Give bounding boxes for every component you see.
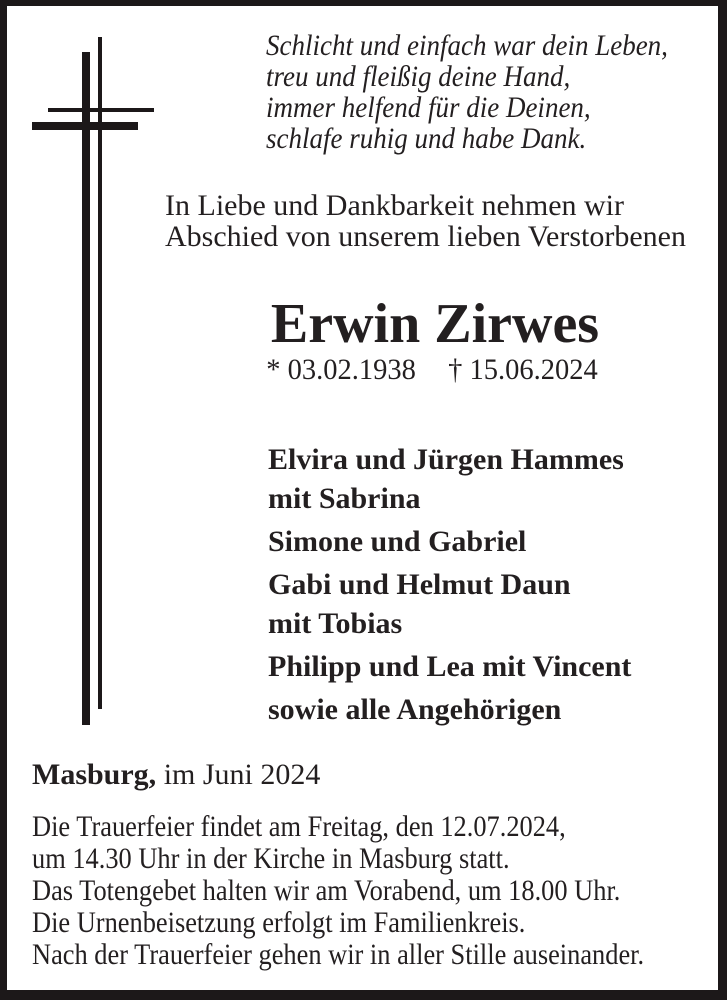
mourner-entry [268, 440, 631, 518]
mourner-line: Gabi und Helmut Daun [268, 568, 571, 601]
place-and-date-line [32, 759, 320, 790]
mourner-line: mit Sabrina [268, 482, 421, 515]
life-dates [266, 354, 598, 385]
cross-horizontal-thin-bar [48, 108, 154, 112]
intro-line: In Liebe und Dankbarkeit nehmen wir [165, 189, 625, 222]
mourner-entry [268, 690, 631, 729]
funeral-info-line: Nach der Trauerfeier gehen wir in aller Stille auseinander. [32, 938, 645, 971]
funeral-info-line: Das Totengebet halten wir am Vorabend, um 18.00 Uhr. [32, 874, 621, 907]
mourner-line: Simone und Gabriel [268, 525, 527, 558]
verse-line: treu und fleißig deine Hand, [266, 60, 571, 93]
deceased-name: Erwin Zirwes [270, 293, 600, 355]
cross-vertical-thick-bar [82, 52, 90, 725]
cross-horizontal-thick-bar [32, 122, 138, 130]
verse-line: immer helfend für die Deinen, [266, 91, 591, 124]
mourner-line: sowie alle Angehörigen [268, 693, 562, 726]
mourners-list [268, 440, 631, 733]
verse-line: schlafe ruhig und habe Dank. [266, 122, 587, 155]
mourner-entry [268, 522, 631, 561]
mourner-entry [268, 647, 631, 686]
cross-vertical-thin-bar [98, 37, 102, 709]
verse-line: Schlicht und einfach war dein Leben, [266, 29, 668, 62]
notice-date: im Juni 2024 [163, 758, 321, 791]
mourner-line: Philipp und Lea mit Vincent [268, 650, 632, 683]
mourner-line: mit Tobias [268, 607, 403, 640]
funeral-info-line: um 14.30 Uhr in der Kirche in Masburg statt. [32, 842, 510, 875]
death-date: † 15.06.2024 [448, 353, 598, 386]
mourner-entry [268, 565, 631, 643]
funeral-info-line: Die Urnenbeisetzung erfolgt im Familienkreis. [32, 906, 526, 939]
funeral-information [32, 811, 644, 971]
funeral-info-line: Die Trauerfeier findet am Freitag, den 12.07.2024, [32, 810, 566, 843]
memorial-verse [266, 30, 668, 154]
birth-date: * 03.02.1938 [266, 353, 416, 386]
place-name: Masburg, [32, 758, 157, 791]
intro-line: Abschied von unserem lieben Verstorbenen [165, 220, 686, 253]
mourner-line: Elvira und Jürgen Hammes [268, 443, 624, 476]
farewell-intro [165, 190, 686, 252]
